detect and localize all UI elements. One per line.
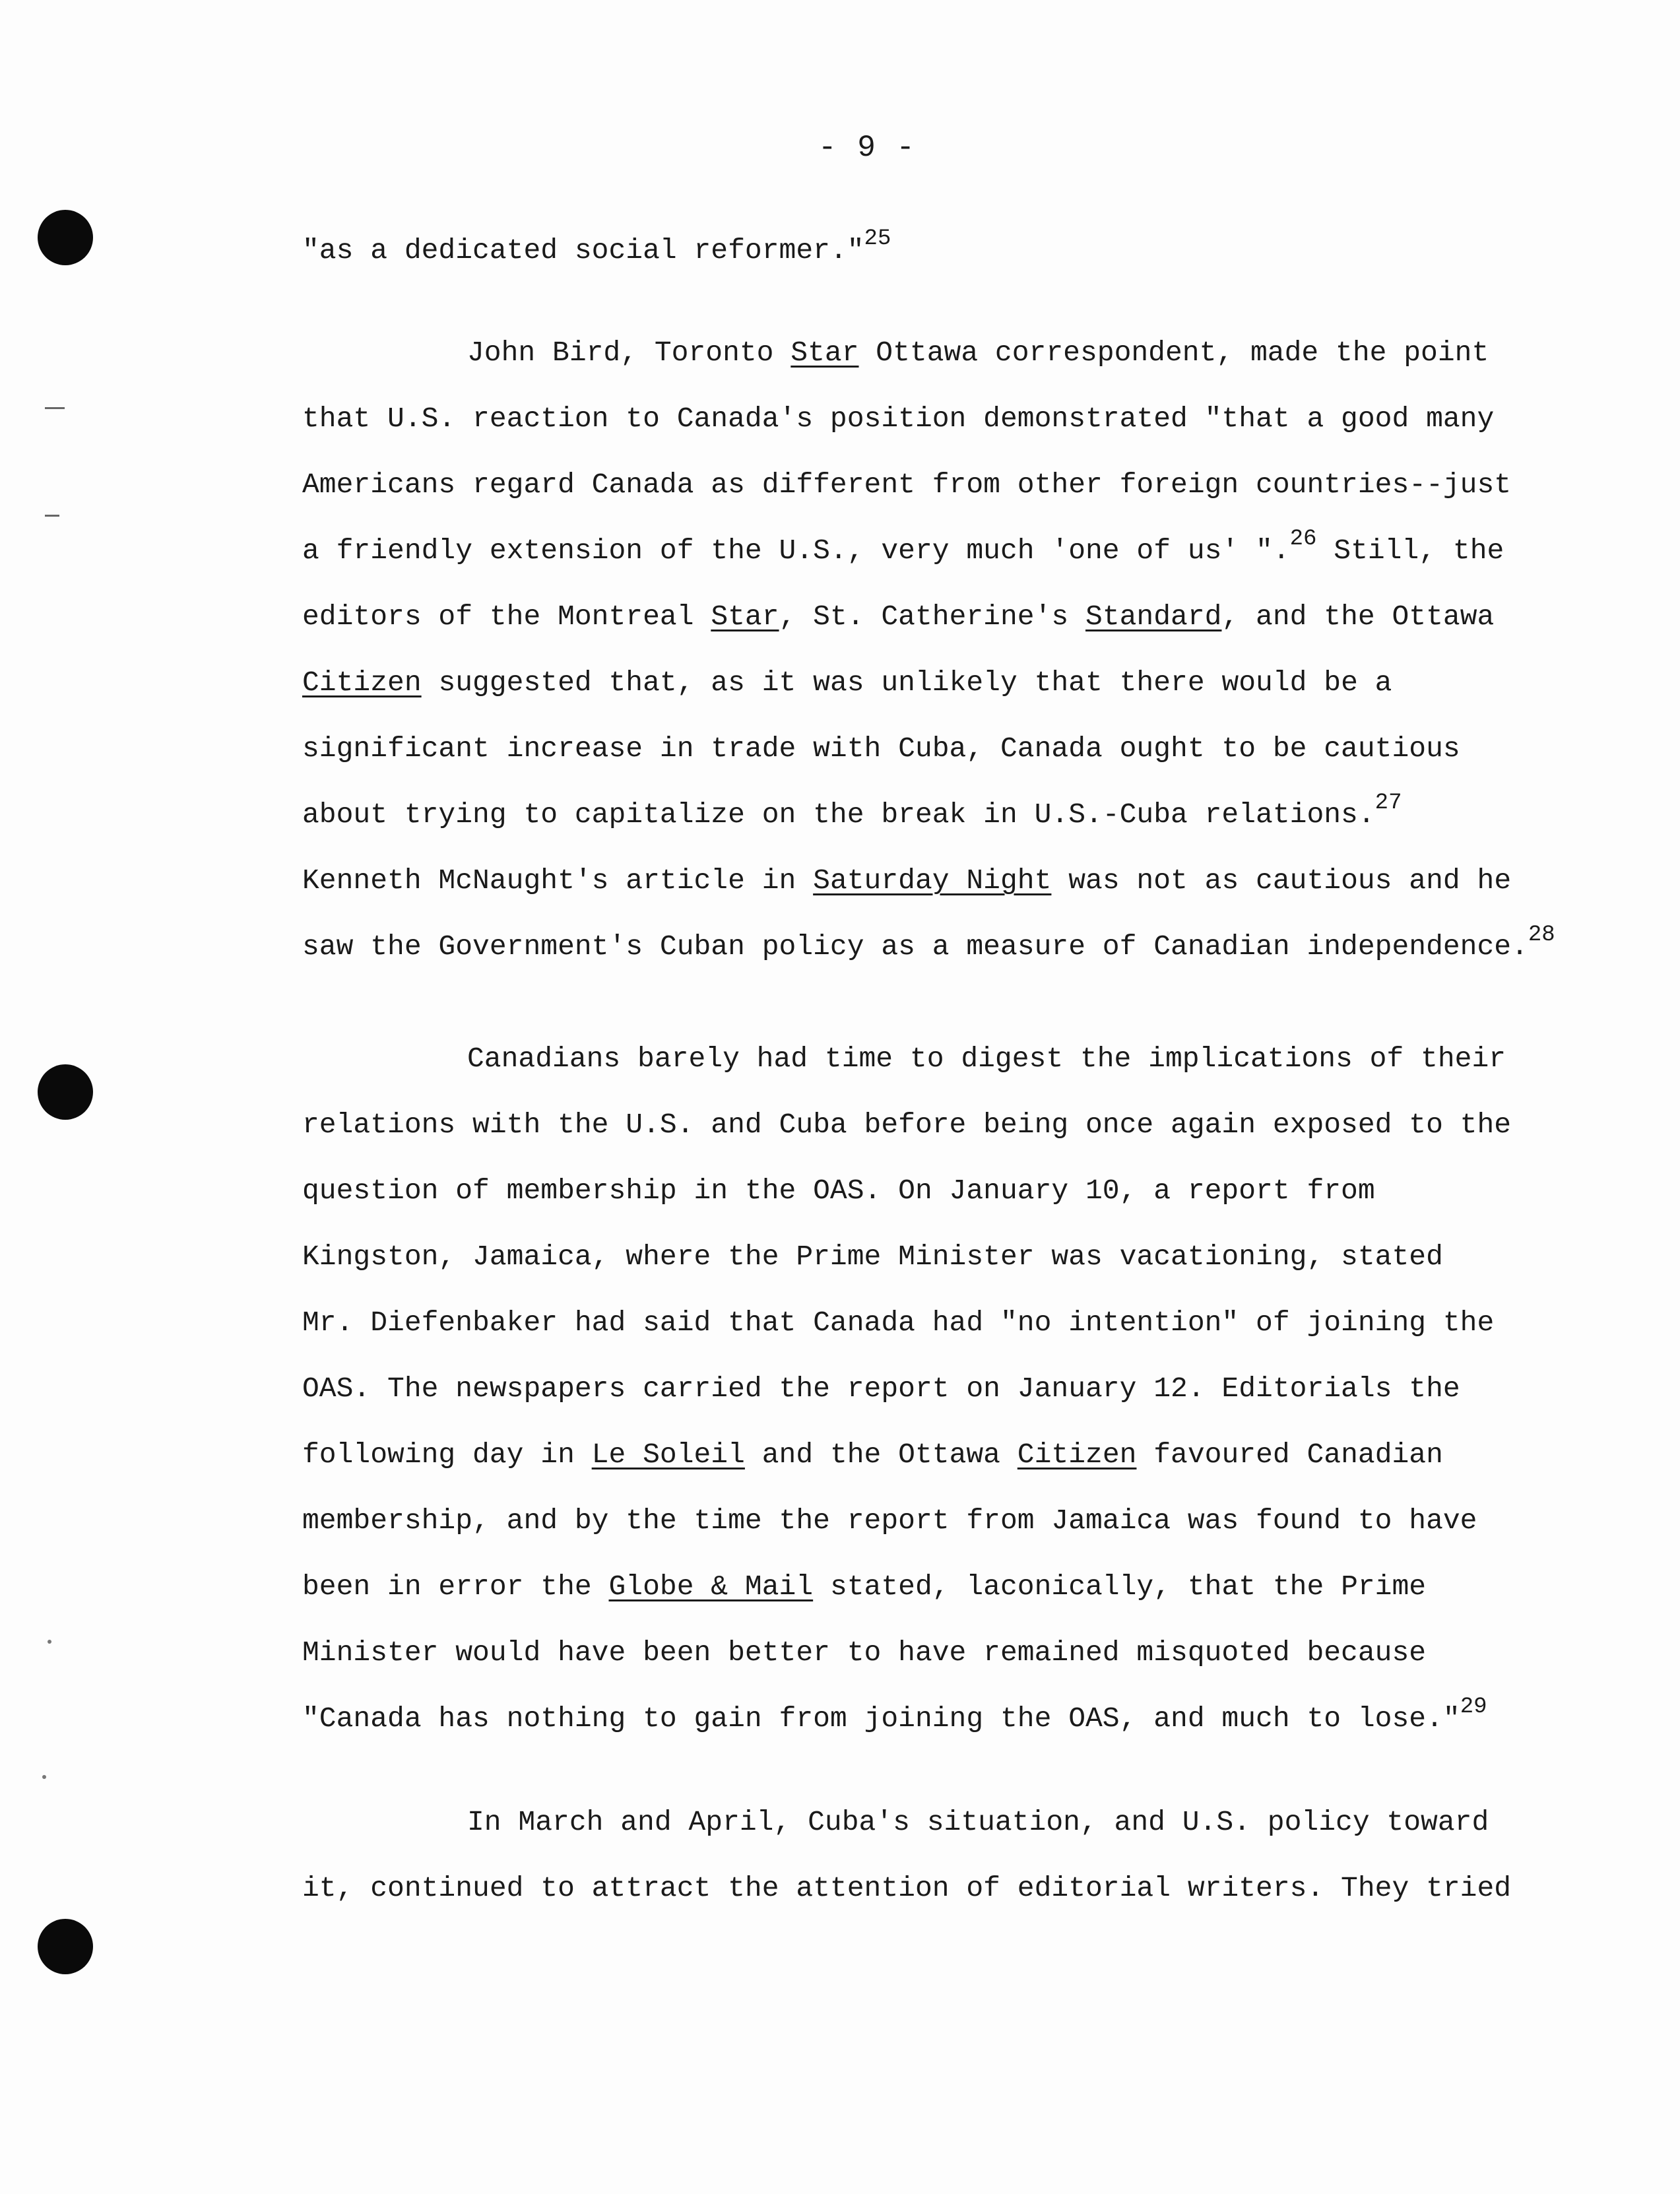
text-line xyxy=(302,1488,1490,1554)
text-segment: , St. Catherine's xyxy=(779,600,1086,633)
text-segment: question of membership in the OAS. On January 10, a report from xyxy=(302,1175,1375,1207)
scan-mark xyxy=(45,515,59,517)
text-line xyxy=(302,1224,1490,1290)
text-line xyxy=(302,914,1555,980)
footnote-marker: 25 xyxy=(864,226,891,251)
text-segment: significant increase in trade with Cuba, Canada ought to be cautious xyxy=(302,732,1460,765)
text-segment: Ottawa correspondent, made the point xyxy=(858,337,1489,369)
text-segment: that U.S. reaction to Canada's position demonstrated "that a good many xyxy=(302,403,1495,435)
text-line xyxy=(302,218,1490,284)
publication-title: Standard xyxy=(1085,600,1222,633)
text-segment: been in error the xyxy=(302,1570,609,1603)
text-segment: editors of the Montreal xyxy=(302,600,711,633)
text-segment: , and the Ottawa xyxy=(1221,600,1495,633)
text-segment: relations with the U.S. and Cuba before being once again exposed to the xyxy=(302,1109,1512,1141)
publication-title: Star xyxy=(711,600,779,633)
text-segment: was not as cautious and he xyxy=(1051,864,1512,897)
text-segment: Canadians barely had time to digest the implications of their xyxy=(467,1043,1506,1075)
text-line xyxy=(302,1092,1512,1158)
publication-title: Star xyxy=(791,337,859,369)
text-segment: saw the Government's Cuban policy as a measure of Canadian independence. xyxy=(302,930,1528,963)
text-line xyxy=(302,782,1490,848)
text-segment: suggested that, as it was unlikely that there would be a xyxy=(421,666,1392,699)
text-line xyxy=(302,320,1490,386)
text-line xyxy=(302,1356,1490,1422)
text-segment: favoured Canadian xyxy=(1136,1438,1443,1471)
text-line xyxy=(302,518,1504,584)
text-segment: Still, the xyxy=(1316,534,1504,567)
text-segment: "Canada has nothing to gain from joining the OAS, and much to lose." xyxy=(302,1702,1460,1735)
text-line xyxy=(302,386,1495,452)
publication-title: Le Soleil xyxy=(591,1438,745,1471)
text-line xyxy=(302,1026,1506,1092)
text-segment: following day in xyxy=(302,1438,592,1471)
text-segment: and the Ottawa xyxy=(744,1438,1018,1471)
text-segment: Americans regard Canada as different from other foreign countries--just xyxy=(302,468,1512,501)
punch-hole-bottom xyxy=(38,1919,93,1974)
paragraph-opening-quote xyxy=(302,218,1490,284)
punch-hole-top xyxy=(38,210,93,265)
text-line xyxy=(302,650,1490,716)
text-line xyxy=(302,1855,1512,1921)
publication-title: Globe & Mail xyxy=(608,1570,814,1603)
text-segment: Minister would have been better to have remained misquoted because xyxy=(302,1636,1427,1669)
page-number: - 9 - xyxy=(818,131,917,165)
text-segment: a friendly extension of the U.S., very much 'one of us' ". xyxy=(302,534,1290,567)
text-line xyxy=(302,584,1495,650)
text-line xyxy=(302,452,1512,518)
text-segment: Kenneth McNaught's article in xyxy=(302,864,814,897)
paragraph-oas-membership xyxy=(302,1026,1512,1752)
scan-speck xyxy=(48,1640,51,1644)
text-segment: stated, laconically, that the Prime xyxy=(813,1570,1427,1603)
text-segment: In March and April, Cuba's situation, and U.S. policy toward xyxy=(467,1806,1489,1838)
text-line xyxy=(302,1686,1490,1752)
paragraph-john-bird xyxy=(302,320,1555,980)
text-line xyxy=(302,1158,1490,1224)
text-line xyxy=(302,1554,1490,1620)
text-line xyxy=(302,1290,1495,1356)
text-segment: "as a dedicated social reformer." xyxy=(302,234,864,267)
publication-title: Citizen xyxy=(1017,1438,1137,1471)
text-segment: it, continued to attract the attention of editorial writers. They tried xyxy=(302,1872,1512,1904)
text-segment: OAS. The newspapers carried the report on January 12. Editorials the xyxy=(302,1372,1460,1405)
footnote-marker: 26 xyxy=(1289,526,1317,552)
scan-mark xyxy=(45,407,65,409)
footnote-marker: 27 xyxy=(1374,790,1402,816)
publication-title: Citizen xyxy=(302,666,422,699)
text-segment: about trying to capitalize on the break in U.S.-Cuba relations. xyxy=(302,798,1375,831)
text-line xyxy=(302,716,1490,782)
footnote-marker: 28 xyxy=(1528,922,1555,948)
punch-hole-middle xyxy=(38,1064,93,1120)
text-line xyxy=(302,1790,1490,1855)
text-segment: John Bird, Toronto xyxy=(467,337,791,369)
paragraph-march-april xyxy=(302,1790,1512,1921)
text-line xyxy=(302,1422,1490,1488)
text-line xyxy=(302,848,1512,914)
text-line xyxy=(302,1620,1490,1686)
scan-speck xyxy=(42,1775,46,1779)
text-segment: Mr. Diefenbaker had said that Canada had "no intention" of joining the xyxy=(302,1307,1495,1339)
publication-title: Saturday Night xyxy=(813,864,1052,897)
text-segment: Kingston, Jamaica, where the Prime Minister was vacationing, stated xyxy=(302,1241,1443,1273)
footnote-marker: 29 xyxy=(1460,1694,1487,1720)
text-segment: membership, and by the time the report from Jamaica was found to have xyxy=(302,1504,1477,1537)
